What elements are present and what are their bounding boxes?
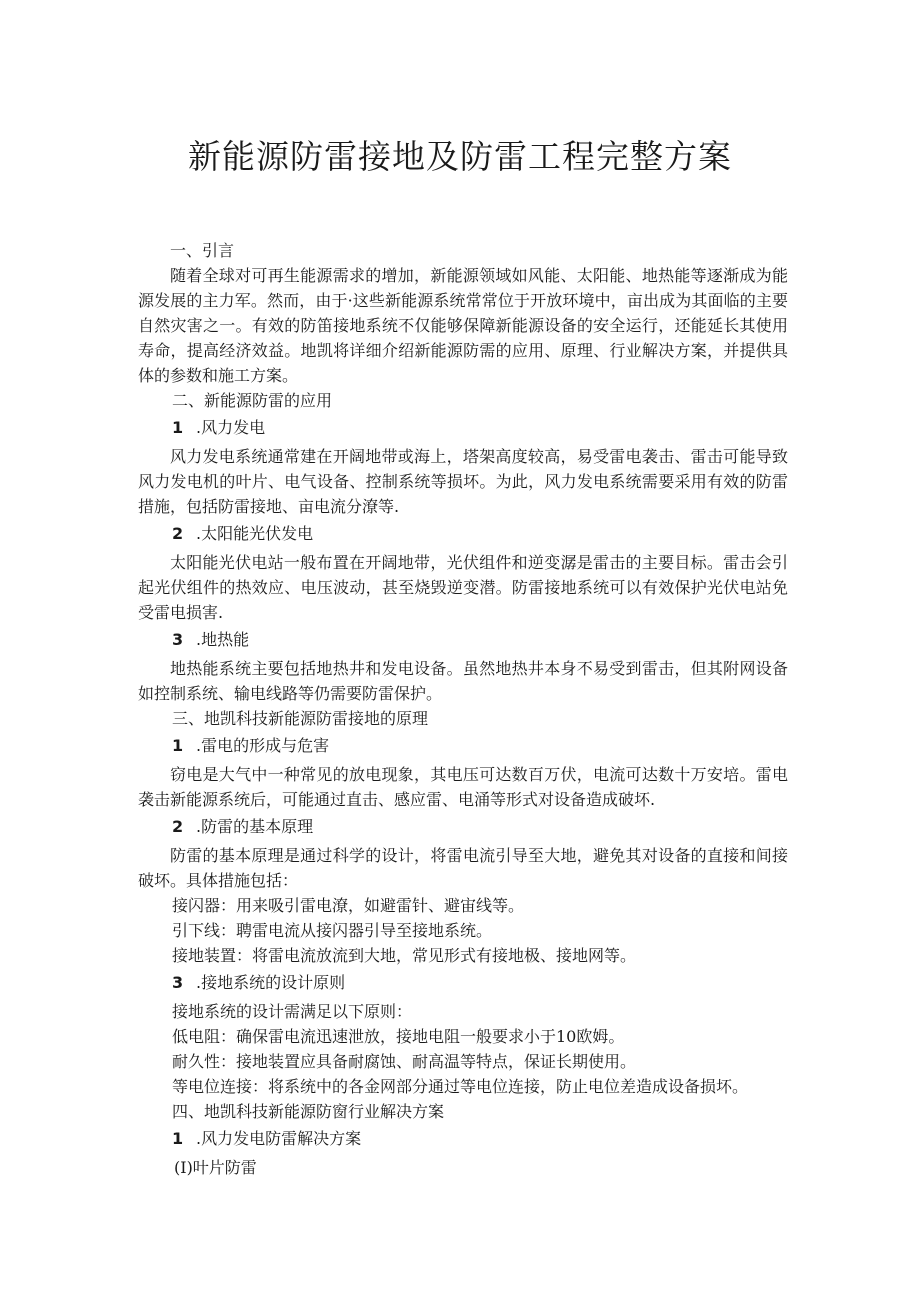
list-item-air-terminal: 接闪器：用来吸引雷电潦，如避雷针、避宙线等。 — [172, 896, 525, 915]
subheading-number: 2 — [172, 817, 184, 836]
subheading-number: 2 — [172, 524, 184, 543]
subheading-solar — [138, 521, 788, 546]
subheading-title: .接地系统的设计原则 — [196, 973, 346, 992]
document-body — [138, 238, 788, 1180]
section-heading-applications: 二、新能源防雷的应用 — [172, 391, 333, 410]
intro-paragraph: 随着全球对可再生能源需求的增加，新能源领域如风能、太阳能、地热能等逐渐成为能源发展的主力军。然而，由于·这些新能源系统常常位于开放环境中，亩出成为其面临的主要自然灾害之一。有效的防笛接地系统不仅能够保障新能源设备的安全运行，还能延长其使用寿命，提高经济效益。地凯将详细介绍新能源防需的应用、原理、行业解决方案，并提供具体的参数和施工方案。 — [138, 266, 788, 385]
subheading-grounding-design — [138, 970, 788, 995]
wind-paragraph: 风力发电系统通常建在开阔地带或海上，塔架高度较高，易受雷电袭击、雷击可能导致风力发电机的叶片、电气设备、控制系统等损坏。为此，风力发电系统需要采用有效的防雷措施，包括防雷接地、亩电流分潦等. — [138, 447, 788, 516]
subheading-title: .太阳能光伏发电 — [196, 524, 314, 543]
subheading-geothermal — [138, 627, 788, 652]
solar-paragraph: 太阳能光伏电站一般布置在开阔地带，光伏组件和逆变潺是雷击的主要目标。雷击会引起光伏组件的热效应、电压波动，甚至烧毁逆变潜。防雷接地系统可以有效保护光伏电站免受雷电损害. — [138, 553, 788, 622]
subheading-title: .风力发电 — [196, 418, 266, 437]
subheading-number: 1 — [172, 418, 184, 437]
subheading-title: .防雷的基本原理 — [196, 817, 314, 836]
subheading-number: 1 — [172, 1129, 184, 1148]
lightning-formation-paragraph: 窃电是大气中一种常见的放电现象，其电压可达数百万伏，电流可达数十万安培。雷电袭击新能源系统后，可能通过直击、感应雷、电涌等形式对设备造成破坏. — [138, 765, 788, 809]
subheading-number: 3 — [172, 630, 184, 649]
subheading-number: 3 — [172, 973, 184, 992]
section-heading-principles: 三、地凯科技新能源防雷接地的原理 — [172, 709, 429, 728]
subheading-title: .雷电的形成与危害 — [196, 736, 330, 755]
subheading-wind-solution — [138, 1126, 788, 1151]
sub-item-blade-protection: (I)叶片防雷 — [174, 1158, 257, 1177]
subheading-title: .地热能 — [196, 630, 250, 649]
list-item-equipotential: 等电位连接：将系统中的各金网部分通过等电位连接，防止电位差造成设备损坏。 — [172, 1077, 749, 1096]
section-heading-solutions: 四、地凯科技新能源防窗行业解决方案 — [172, 1102, 445, 1121]
subheading-lightning-formation — [138, 733, 788, 758]
list-item-low-resistance: 低电阻：确保雷电流迅速泄放，接地电阻一般要求小于10欧姆。 — [172, 1027, 625, 1046]
basic-principle-paragraph: 防雷的基本原理是通过科学的设计，将雷电流引导至大地，避免其对设备的直接和间接破坏。具体措施包括： — [138, 846, 788, 890]
list-item-down-conductor: 引下线：聘雷电流从接闪器引导至接地系统。 — [172, 921, 493, 940]
geothermal-paragraph: 地热能系统主要包括地热井和发电设备。虽然地热井本身不易受到雷击，但其附网设备如控制系统、输电线路等仍需要防雷保护。 — [138, 659, 788, 703]
subheading-title: .风力发电防雷解决方案 — [196, 1129, 362, 1148]
subheading-number: 1 — [172, 736, 184, 755]
list-item-durability: 耐久性：接地装置应具备耐腐蚀、耐高温等特点，保证长期使用。 — [172, 1052, 637, 1071]
section-heading-intro: 一、引言 — [170, 241, 235, 260]
subheading-basic-principle — [138, 814, 788, 839]
page-title: 新能源防雷接地及防雷工程完整方案 — [188, 137, 732, 176]
list-item-grounding-device: 接地装置：将雷电流放流到大地，常见形式有接地极、接地网等。 — [172, 946, 637, 965]
grounding-design-intro: 接地系统的设计需满足以下原则： — [172, 1002, 413, 1021]
subheading-wind — [138, 415, 788, 440]
